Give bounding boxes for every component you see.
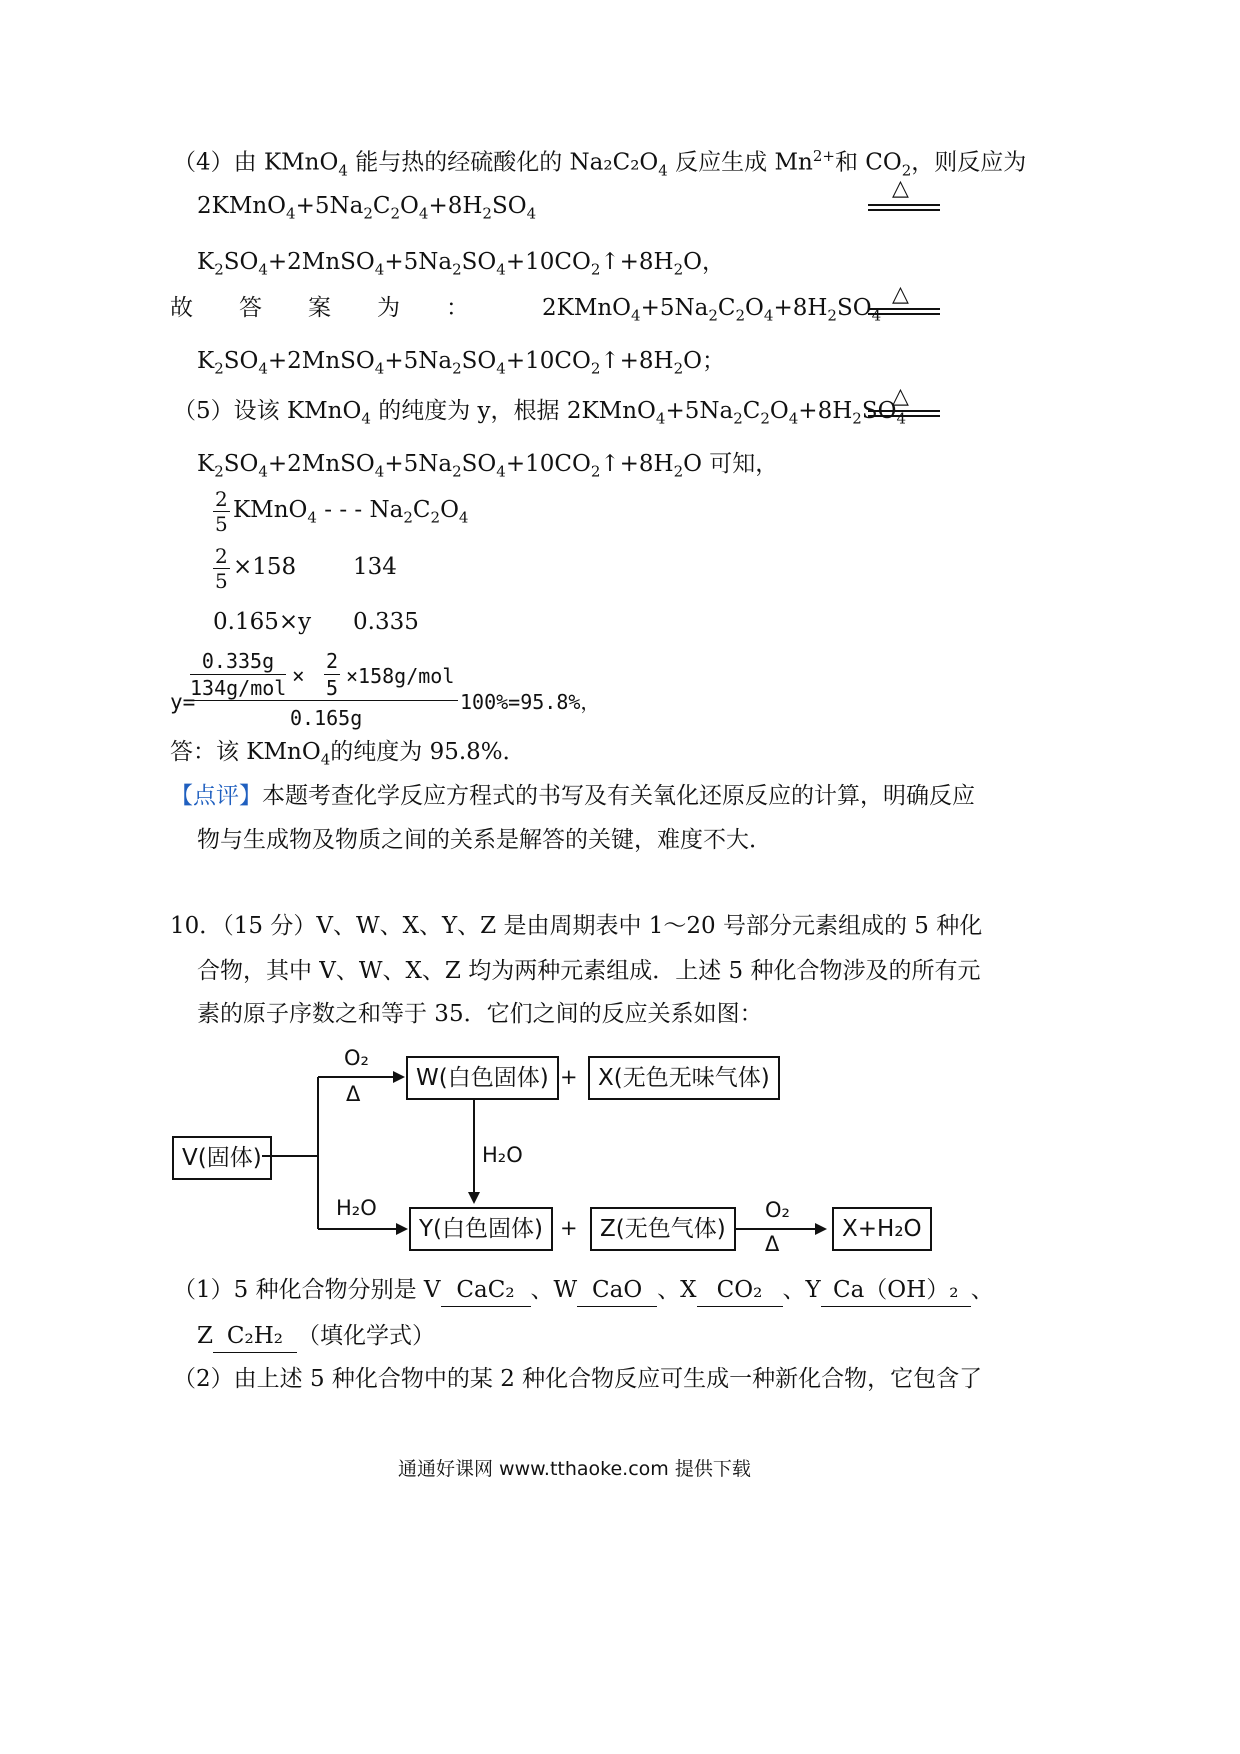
answer-x: CO₂ <box>697 1274 783 1307</box>
question10-line1: 10．（15 分）V、W、X、Y、Z 是由周期表中 1～20 号部分元素组成的 5 种化 <box>170 913 983 939</box>
box-z: Z(无色气体) <box>590 1207 736 1251</box>
box-v: V(固体) <box>172 1136 272 1180</box>
question10-line2: 合物，其中 V、W、X、Z 均为两种元素组成．上述 5 种化合物涉及的所有元 <box>197 958 981 984</box>
part4-intro: （4）由 KMnO$_4$ 能与热的经硫酸化的 $Na_2C_2O_4$ 反应生成 $Mn^{2+}$和 $CO_2$，则反应为 <box>173 147 1027 180</box>
fraction-moles: 0.335g 134g/mol <box>190 649 287 700</box>
delta-symbol: △ <box>892 176 909 201</box>
box-x: X(无色无味气体) <box>588 1056 780 1100</box>
comment-line1: 【点评】本题考查化学反应方程式的书写及有关氧化还原反应的计算，明确反应 <box>170 783 975 809</box>
equation-products: $K_2SO_4+2MnSO_4+5Na_2SO_4+10CO_2↑+8H_2O$， <box>197 249 725 279</box>
equation-products: $K_2SO_4+2MnSO_4+5Na_2SO_4+10CO_2↑+8H_2O$ 可知， <box>197 451 779 481</box>
molar-mass: ×158g/mol <box>346 664 455 688</box>
main-fraction-denominator: 0.165g <box>290 706 363 730</box>
equation-reactants: $2KMnO_4+5Na_2C_2O_4+8H_2SO_4$ <box>542 295 882 325</box>
answer-w: CaO <box>577 1274 657 1307</box>
delta-symbol: △ <box>892 282 909 307</box>
final-answer: 答：该 KMnO$_4$的纯度为 95.8%． <box>170 739 526 769</box>
equation-products: $K_2SO_4+2MnSO_4+5Na_2SO_4+10CO_2↑+8H_2O$； <box>197 348 725 378</box>
answer-label: 故 答 案 为 ： <box>170 295 469 321</box>
ratio-row-given: 0.165×y <box>213 609 312 635</box>
subquestion1-z: Z C₂H₂ （填化学式） <box>197 1320 435 1353</box>
answer-y: Ca（OH）₂ <box>821 1274 971 1307</box>
times-sign: × <box>292 664 305 688</box>
label-h2o: H₂O <box>482 1143 523 1167</box>
label-o2: O₂ <box>765 1198 790 1222</box>
ratio-row-mass-right: 134 <box>353 554 397 580</box>
purity-result: 100%=95.8%， <box>460 690 601 714</box>
fraction-two-fifths: $\frac{2}{5}$ <box>215 487 228 536</box>
box-product: X+H₂O <box>832 1207 932 1251</box>
answer-v: CaC₂ <box>441 1274 531 1307</box>
question10-line3: 素的原子序数之和等于 35．它们之间的反应关系如图： <box>197 1001 763 1027</box>
label-delta: Δ <box>765 1232 780 1256</box>
equation-reactants: $2KMnO_4+5Na_2C_2O_4+8H_2SO_4$ <box>197 193 537 223</box>
label-h2o: H₂O <box>336 1196 377 1220</box>
box-w: W(白色固体) <box>406 1056 559 1100</box>
subquestion2: （2）由上述 5 种化合物中的某 2 种化合物反应可生成一种新化合物，它包含了 <box>173 1366 983 1392</box>
ratio-row-mass: ×158 <box>233 554 297 580</box>
plus-sign: + <box>560 1065 578 1089</box>
y-label: y= <box>170 690 196 714</box>
page-footer: 通通好课网 www.tthaoke.com 提供下载 <box>398 1458 751 1480</box>
label-delta: Δ <box>346 1082 361 1106</box>
label-o2: O₂ <box>344 1046 369 1070</box>
subquestion1: （1）5 种化合物分别是 V CaC₂ 、W CaO 、X CO₂ 、Y Ca（OH）₂ 、 <box>173 1274 994 1307</box>
ratio-row-given-right: 0.335 <box>353 609 419 635</box>
delta-symbol: △ <box>892 384 909 409</box>
plus-sign: + <box>560 1216 578 1240</box>
comment-tag: 【点评】 <box>170 783 262 809</box>
answer-z: C₂H₂ <box>213 1320 297 1353</box>
box-y: Y(白色固体) <box>409 1207 553 1251</box>
ratio-row-species: KMnO$_4$ - - - $Na_2C_2O_4$ <box>233 497 469 527</box>
comment-line2: 物与生成物及物质之间的关系是解答的关键，难度不大． <box>197 827 772 853</box>
fraction-two-fifths: $\frac{2}{5}$ <box>326 649 339 700</box>
fraction-two-fifths: $\frac{2}{5}$ <box>215 544 228 593</box>
part5-intro: （5）设该 KMnO$_4$ 的纯度为 y，根据 $2KMnO_4+5Na_2C_2O_4+8H_2SO_4$ <box>173 398 906 428</box>
